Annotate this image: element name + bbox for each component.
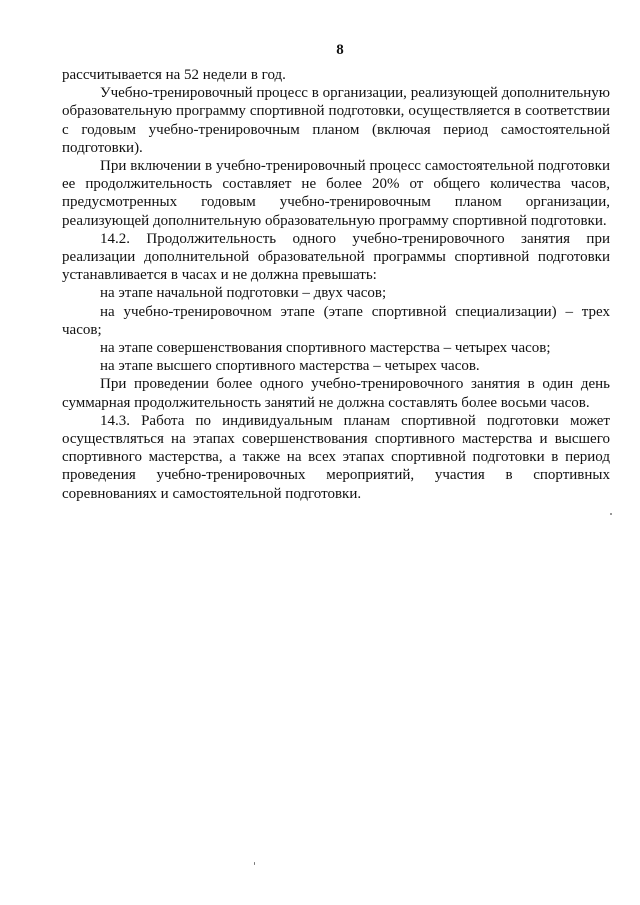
page-number: 8: [336, 42, 344, 58]
paragraph-10: 14.3. Работа по индивидуальным планам спортивной подготовки может осуществляться на этапах совершенствования спортивного мастерства и высшего спортивного мастерства, а также на всех этапах спортивной подготовки в период проведения учебно-тренировочных мероприятий, участия в спортивных соревнованиях и самостоятельной подготовки.: [62, 412, 610, 502]
scan-speck: [254, 862, 255, 865]
paragraph-7: на этапе совершенствования спортивного мастерства – четырех часов;: [100, 340, 551, 357]
paragraph-4: 14.2. Продолжительность одного учебно-тренировочного занятия при реализации дополнительной образовательной программы спортивной подготовки устанавливается в часах и не должна превышать:: [62, 230, 610, 284]
paragraph-2: Учебно-тренировочный процесс в организации, реализующей дополнительную образовательную программу спортивной подготовки, осуществляется в соответствии с годовым учебно-тренировочным планом (включая период самостоятельной подготовки).: [62, 85, 610, 156]
paragraph-1: рассчитывается на 52 недели в год.: [62, 67, 286, 83]
document-body: [62, 66, 610, 503]
paragraph-8: на этапе высшего спортивного мастерства – четырех часов.: [100, 358, 480, 375]
paragraph-6: на учебно-тренировочном этапе (этапе спортивной специализации) – трех часов;: [62, 303, 610, 338]
paragraph-5: на этапе начальной подготовки – двух часов;: [100, 285, 387, 302]
scan-speck: [610, 513, 612, 515]
paragraph-9: При проведении более одного учебно-тренировочного занятия в один день суммарная продолжительность занятий не должна составлять более восьми часов.: [62, 376, 610, 411]
paragraph-3: При включении в учебно-тренировочный процесс самостоятельной подготовки ее продолжительность составляет не более 20% от общего количества часов, предусмотренных годовым учебно-тренировочным планом организации, реализующей дополнительную образовательную программу спортивной подготовки.: [62, 158, 610, 229]
